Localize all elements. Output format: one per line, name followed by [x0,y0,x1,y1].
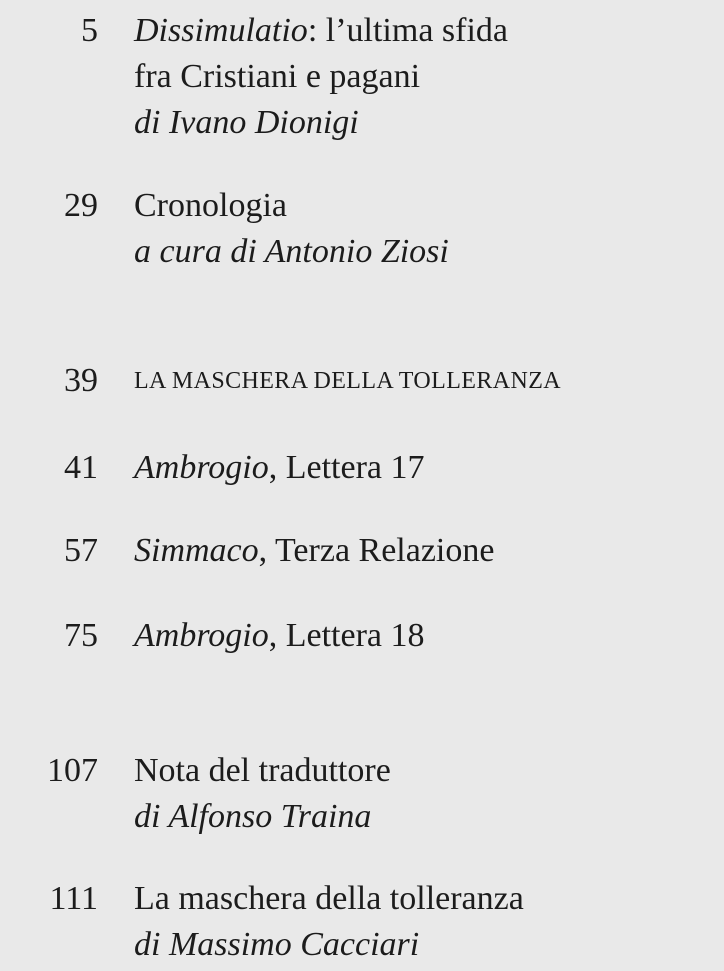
entry-title [134,8,724,54]
entry-text [134,613,724,659]
page-number: 111 [49,880,98,917]
section-heading: LA MASCHERA DELLA TOLLERANZA [134,368,561,394]
entry-text [134,748,724,840]
entry-title-italic: Dissimulatio [134,12,308,49]
page-number: 41 [64,449,98,486]
entry-author: a cura di Antonio Ziosi [134,233,449,270]
entry-title: Nota del traduttore [134,752,391,789]
entry-text [134,8,724,146]
entry-author: di Ivano Dionigi [134,104,359,141]
entry-title [134,528,724,574]
page-number: 57 [64,532,98,569]
entry-title-rest: , Lettera 18 [268,617,425,654]
entry-title: La maschera della tolleranza [134,880,524,917]
page-number: 75 [64,617,98,654]
page-number: 29 [64,187,98,224]
entry-title-rest: : l’ultima sfida [307,12,508,49]
entry-title: Cronologia [134,187,287,224]
page-number: 39 [64,362,98,399]
entry-title-rest: , Terza Relazione [258,532,495,569]
entry-title-line2: fra Cristiani e pagani [134,58,421,95]
entry-text [134,183,724,275]
entry-title [134,613,724,659]
entry-title-italic: Ambrogio [134,449,269,486]
page-number: 107 [47,752,98,789]
entry-title-italic: Ambrogio [134,617,269,654]
entry-text [134,358,724,404]
entry-title-italic: Simmaco [134,532,259,569]
entry-text [134,445,724,491]
entry-author: di Massimo Cacciari [134,926,420,963]
page-number: 5 [81,12,98,49]
entry-text [134,528,724,574]
entry-text [134,876,724,968]
entry-title [134,445,724,491]
entry-author: di Alfonso Traina [134,798,372,835]
entry-title-rest: , Lettera 17 [268,449,425,486]
